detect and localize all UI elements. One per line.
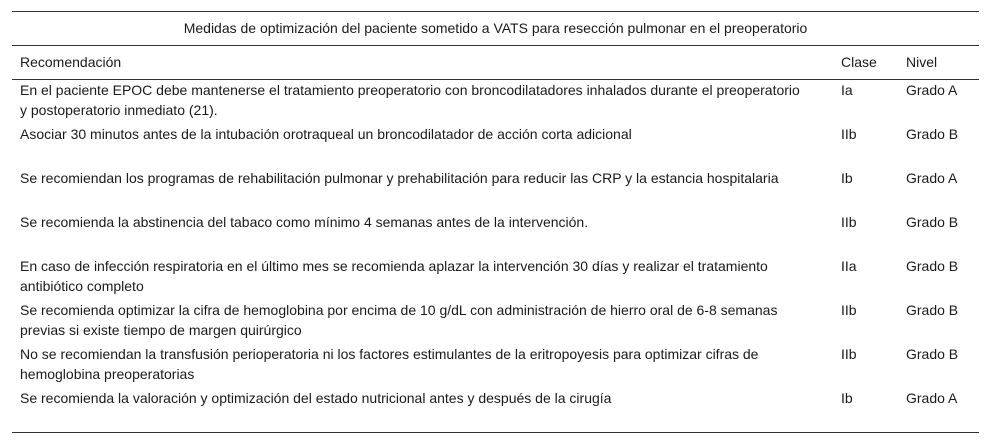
table-header-row — [12, 46, 979, 80]
table-row — [12, 168, 979, 212]
cell-clase: IIa — [841, 258, 857, 274]
table-row — [12, 256, 979, 300]
table-row — [12, 124, 979, 168]
cell-recomendacion: Se recomiendan los programas de rehabilitación pulmonar y prehabilitación para reducir las CRP y la estancia hospitalaria — [20, 170, 779, 186]
cell-nivel: Grado B — [906, 258, 959, 274]
recommendations-table — [12, 11, 979, 433]
cell-recomendacion: En el paciente EPOC debe mantenerse el tratamiento preoperatorio con broncodilatadores inhalados durante el preoperatorio y postoperatorio inmediato (21). — [20, 82, 800, 118]
cell-recomendacion: En caso de infección respiratoria en el último mes se recomienda aplazar la intervención 30 días y realizar el tratamiento antibiótico completo — [20, 258, 768, 294]
cell-nivel: Grado B — [906, 302, 959, 318]
cell-clase: IIb — [841, 302, 857, 318]
cell-nivel: Grado B — [906, 214, 959, 230]
cell-nivel: Grado A — [898, 388, 979, 433]
table-title: Medidas de optimización del paciente sometido a VATS para resección pulmonar en el preoperatorio — [12, 12, 979, 46]
cell-recomendacion: No se recomiendan la transfusión perioperatoria ni los factores estimulantes de la eritropoyesis para optimizar cifras de hemoglobina preoperatorias — [20, 346, 759, 382]
column-header-nivel: Nivel — [898, 46, 979, 80]
table-row — [12, 388, 979, 433]
table-row — [12, 300, 979, 344]
cell-clase: IIb — [841, 346, 857, 362]
cell-nivel: Grado A — [906, 82, 958, 98]
cell-clase: IIb — [841, 126, 857, 142]
column-header-recomendacion: Recomendación — [12, 46, 833, 80]
cell-clase: Ib — [833, 388, 898, 433]
cell-nivel: Grado B — [906, 346, 959, 362]
recommendations-table-container — [12, 11, 979, 433]
table-row — [12, 344, 979, 388]
cell-recomendacion: Se recomienda la abstinencia del tabaco como mínimo 4 semanas antes de la intervención. — [20, 214, 589, 230]
cell-recomendacion: Se recomienda optimizar la cifra de hemoglobina por encima de 10 g/dL con administración de hierro oral de 6-8 semanas previas si existe tiempo de margen quirúrgico — [20, 302, 778, 338]
cell-clase: IIb — [841, 214, 857, 230]
cell-nivel: Grado A — [906, 170, 958, 186]
cell-clase: Ib — [841, 170, 853, 186]
cell-nivel: Grado B — [906, 126, 959, 142]
cell-recomendacion: Asociar 30 minutos antes de la intubación orotraqueal un broncodilatador de acción corta adicional — [20, 126, 632, 142]
cell-recomendacion: Se recomienda la valoración y optimización del estado nutricional antes y después de la cirugía — [12, 388, 833, 433]
table-row — [12, 80, 979, 125]
table-title-row — [12, 12, 979, 46]
table-row — [12, 212, 979, 256]
column-header-clase: Clase — [833, 46, 898, 80]
cell-clase: Ia — [841, 82, 853, 98]
